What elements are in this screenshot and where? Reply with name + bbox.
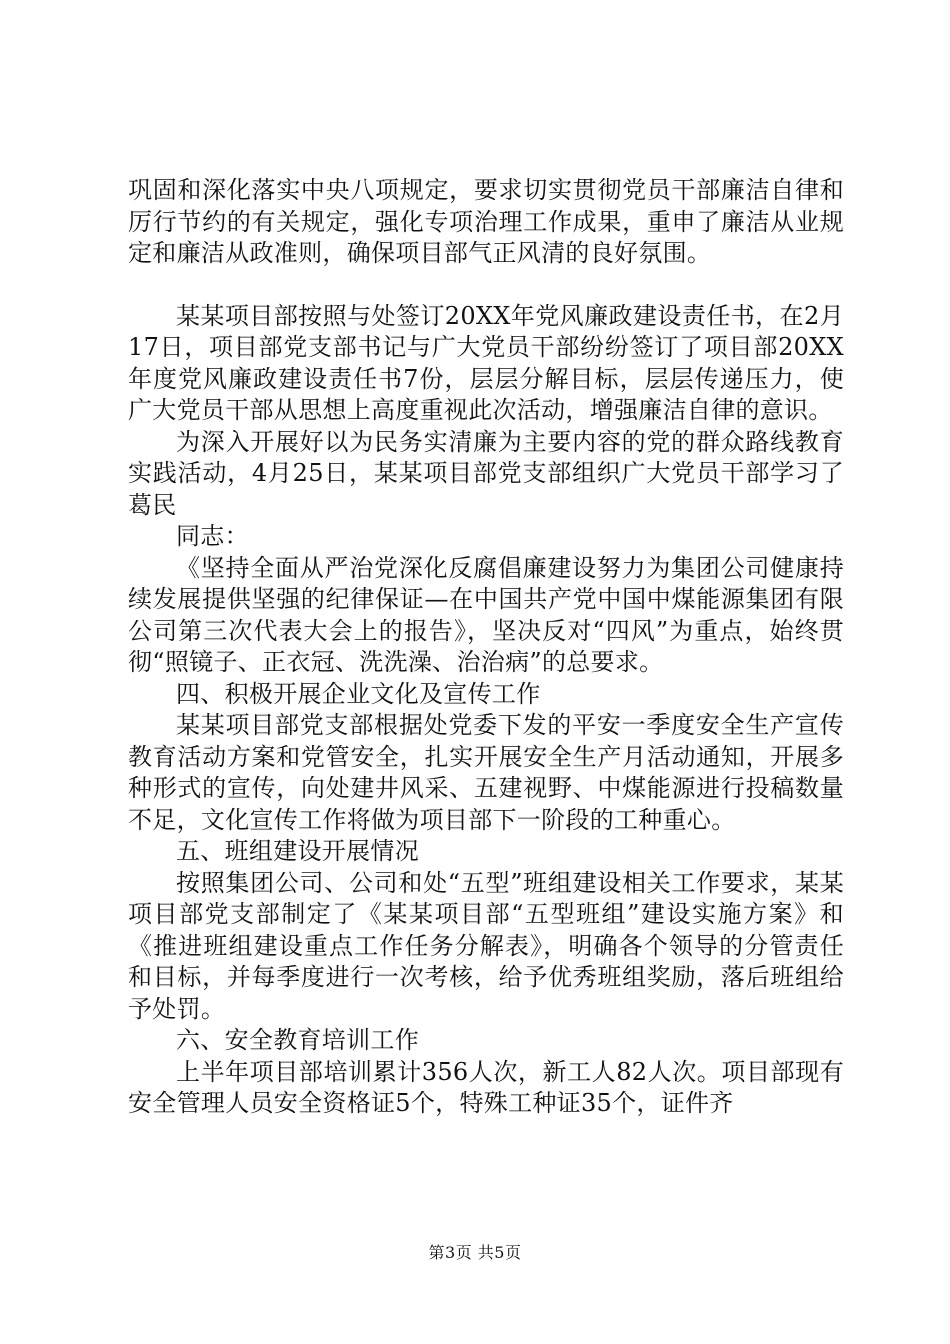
paragraph: 五、班组建设开展情况 xyxy=(176,837,419,865)
paragraph: 六、安全教育培训工作 xyxy=(176,1026,419,1054)
paragraph: 某某项目部按照与处签订20XX年党风廉政建设责任书，在2月17日，项目部党支部书记与广大党员干部纷纷签订了项目部20XX年度党风廉政建设责任书7份，层层分解目标，层层传递压力，使广大党员干部从思想上高度重视此次活动，增强廉洁自律的意识。 xyxy=(128,301,844,424)
paragraph: 四、积极开展企业文化及宣传工作 xyxy=(176,679,541,708)
document-body xyxy=(128,175,844,1120)
paragraph: 某某项目部党支部根据处党委下发的平安一季度安全生产宣传教育活动方案和党管安全，扎实开展安全生产月活动通知，开展多种形式的宣传，向处建井风采、五建视野、中煤能源进行投稿数量不足，文化宣传工作将做为项目部下一阶段的工种重心。 xyxy=(128,711,844,834)
paragraph: 《坚持全面从严治党深化反腐倡廉建设努力为集团公司健康持续发展提供坚强的纪律保证—在中国共产党中国中煤能源集团有限公司第三次代表大会上的报告》，坚决反对“四风”为重点，始终贯彻“照镜子、正衣冠、洗洗澡、治治病”的总要求。 xyxy=(128,553,844,676)
paragraph: 按照集团公司、公司和处“五型”班组建设相关工作要求，某某项目部党支部制定了《某某项目部“五型班组”建设实施方案》和《推进班组建设重点工作任务分解表》，明确各个领导的分管责任和目标，并每季度进行一次考核，给予优秀班组奖励，落后班组给予处罚。 xyxy=(128,868,844,1023)
paragraph: 上半年项目部培训累计356人次，新工人82人次。项目部现有安全管理人员安全资格证5个，特殊工种证35个，证件齐 xyxy=(128,1057,844,1117)
paragraph: 为深入开展好以为民务实清廉为主要内容的党的群众路线教育实践活动，4月25日，某某项目部党支部组织广大党员干部学习了葛民 xyxy=(128,427,844,519)
page-footer: 第3页 共5页 xyxy=(428,1243,522,1262)
paragraph: 巩固和深化落实中央八项规定，要求切实贯彻党员干部廉洁自律和厉行节约的有关规定，强化专项治理工作成果，重申了廉洁从业规定和廉洁从政准则，确保项目部气正风清的良好氛围。 xyxy=(128,176,844,267)
paragraph: 同志： xyxy=(176,522,249,550)
